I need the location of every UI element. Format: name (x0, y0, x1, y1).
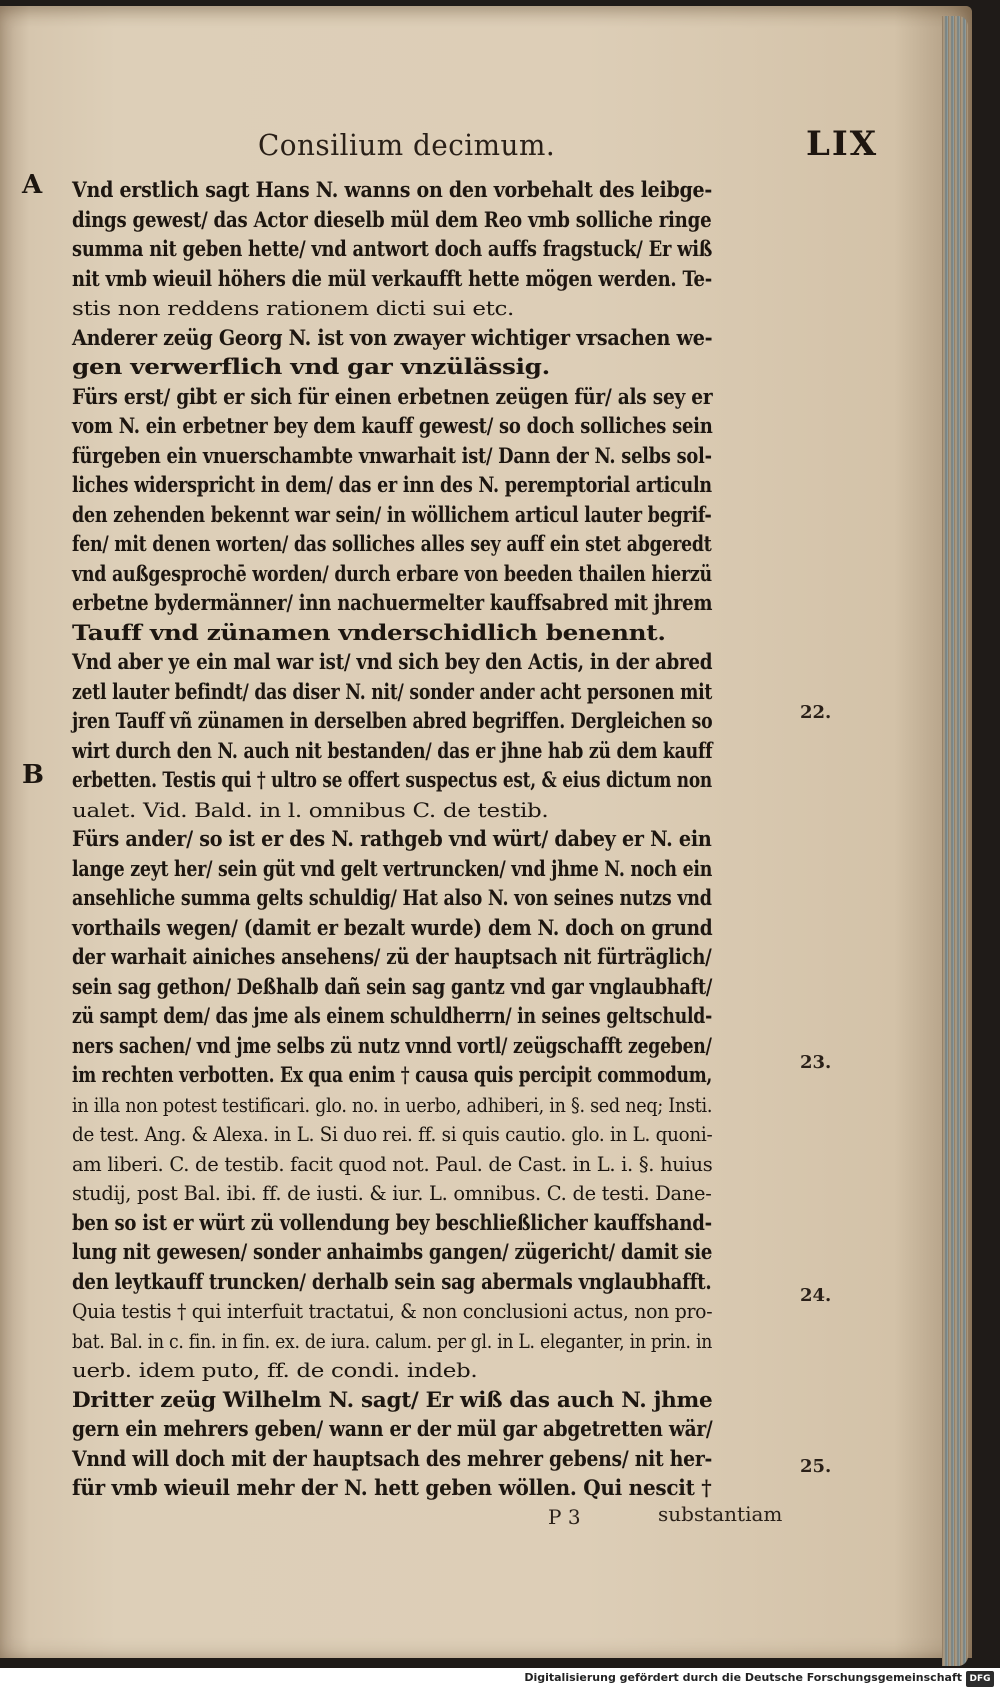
text-line: sein sag gethon/ Deßhalb dañ sein sag gantz vnd gar vnglaubhaft/ (72, 974, 713, 1000)
text-line: uerb. idem puto, ff. de condi. indeb. (72, 1358, 478, 1382)
catchword: substantiam (658, 1502, 783, 1526)
text-line: vnd außgesprochē worden/ durch erbare von beeden thailen hierzü (72, 561, 712, 587)
text-line: gern ein mehrers geben/ wann er der mül gar abgetretten wär/ (72, 1417, 713, 1442)
signature-mark: P 3 (548, 1505, 581, 1529)
text-line: Tauff vnd zünamen vnderschidlich benennt. (72, 620, 666, 646)
text-line: Anderer zeüg Georg N. ist von zwayer wichtiger vrsachen we- (72, 325, 713, 351)
text-line: Vnd erstlich sagt Hans N. wanns on den vorbehalt des leibge- (72, 178, 713, 203)
margin-letter-a: A (22, 170, 43, 200)
folio-number: LIX (806, 124, 879, 164)
text-line: Vnnd will doch mit der hauptsach des mehrer gebens/ nit her- (72, 1446, 713, 1472)
text-line: für vmb wieuil mehr der N. hett geben wöllen. Qui nescit † (72, 1476, 712, 1501)
text-line: liches widerspricht in dem/ das er inn des N. peremptorial articuln (72, 473, 712, 498)
text-line: Vnd aber ye ein mal war ist/ vnd sich bey den Actis, in der abred (72, 650, 713, 675)
body-text (72, 176, 772, 1504)
text-line: erbetne bydermänner/ inn nachuermelter kauffsabred mit jhrem (72, 591, 713, 616)
text-line: erbetten. Testis qui † ultro se offert suspectus est, & eius dictum non (72, 768, 712, 793)
text-line: de test. Ang. & Alexa. in L. Si duo rei. ff. si quis cautio. glo. in L. quoni- (72, 1122, 713, 1146)
text-line: den zehenden bekennt war sein/ in wöllichem articul lauter begrif- (72, 502, 712, 528)
text-line: summa nit geben hette/ vnd antwort doch auffs fragstuck/ Er wiß (72, 237, 713, 262)
text-line: Dritter zeüg Wilhelm N. sagt/ Er wiß das auch N. jhme (72, 1387, 713, 1413)
side-note-23: 23. (800, 1052, 832, 1073)
text-line: stis non reddens rationem dicti sui etc. (72, 296, 514, 320)
footer-credit: Digitalisierung gefördert durch die Deutsche Forschungsgemeinschaft (524, 1671, 962, 1684)
text-line: Fürs erst/ gibt er sich für einen erbetnen zeügen für/ als sey er (72, 384, 713, 410)
text-line: fen/ mit denen worten/ das solliches alles sey auff ein stet abgeredt (72, 532, 712, 557)
text-line: vom N. ein erbetner bey dem kauff gewest/ so doch solliches sein (72, 414, 713, 439)
text-line: ben so ist er würt zü vollendung bey beschließlicher kauffshand- (72, 1210, 712, 1236)
text-line: ners sachen/ vnd jme selbs zü nutz vnnd vortl/ zeügschafft zegeben/ (72, 1033, 712, 1059)
text-line: gen verwerflich vnd gar vnzülässig. (72, 355, 550, 380)
text-line: lung nit gewesen/ sonder anhaimbs gangen/ zügericht/ damit sie (72, 1240, 713, 1265)
dfg-logo-icon: DFG (966, 1671, 994, 1687)
text-line: Fürs ander/ so ist er des N. rathgeb vnd würt/ dabey er N. ein (72, 827, 712, 852)
text-line: zü sampt dem/ das jme als einem schuldherrn/ in seines geltschuld- (72, 1004, 713, 1029)
text-line: nit vmb wieuil höhers die mül verkaufft hette mögen werden. Te- (72, 266, 712, 292)
text-line: jren Tauff vñ zünamen in derselben abred begriffen. Dergleichen so (72, 709, 713, 734)
side-note-25: 25. (800, 1456, 832, 1477)
text-line: den leytkauff truncken/ derhalb sein sag abermals vnglaubhafft. (72, 1269, 712, 1295)
running-head: Consilium decimum. (258, 128, 556, 162)
margin-letter-b: B (22, 760, 44, 790)
text-line: ualet. Vid. Bald. in l. omnibus C. de testib. (72, 797, 549, 822)
text-line: ansehliche summa gelts schuldig/ Hat also N. von seines nutzs vnd (72, 886, 712, 911)
text-line: am liberi. C. de testib. facit quod not. Paul. de Cast. in L. i. §. huius (72, 1151, 713, 1176)
text-line: wirt durch den N. auch nit bestanden/ das er jhne hab zü dem kauff (72, 738, 713, 764)
text-line: studij, post Bal. ibi. ff. de iusti. & iur. L. omnibus. C. de testi. Dane- (72, 1181, 712, 1205)
side-note-22: 22. (800, 702, 832, 723)
text-line: im rechten verbotten. Ex qua enim † causa quis percipit commodum, (72, 1063, 713, 1088)
side-note-24: 24. (800, 1285, 832, 1306)
text-line: zetl lauter befindt/ das diser N. nit/ sonder ander acht personen mit (72, 679, 713, 705)
text-line: vorthails wegen/ (damit er bezalt wurde) dem N. doch on grund (72, 915, 713, 941)
text-line: dings gewest/ das Actor dieselb mül dem Reo vmb solliche ringe (72, 207, 712, 233)
text-line: der warhait ainiches ansehens/ zü der hauptsach nit fürträglich/ (72, 945, 712, 970)
text-line: in illa non potest testificari. glo. no. in uerbo, adhiberi, in §. sed neq; Insti. (72, 1092, 713, 1117)
text-line: bat. Bal. in c. fin. in fin. ex. de iura. calum. per gl. in L. eleganter, in prin. in (72, 1328, 713, 1353)
footer-bar (0, 1668, 1000, 1692)
text-line: Quia testis † qui interfuit tractatui, & non conclusioni actus, non pro- (72, 1299, 713, 1323)
text-line: fürgeben ein vnuerschambte vnwarhait ist/ Dann der N. selbs sol- (72, 443, 712, 469)
text-line: lange zeyt her/ sein güt vnd gelt vertruncken/ vnd jhme N. noch ein (72, 856, 713, 882)
page-edge (942, 16, 968, 1666)
